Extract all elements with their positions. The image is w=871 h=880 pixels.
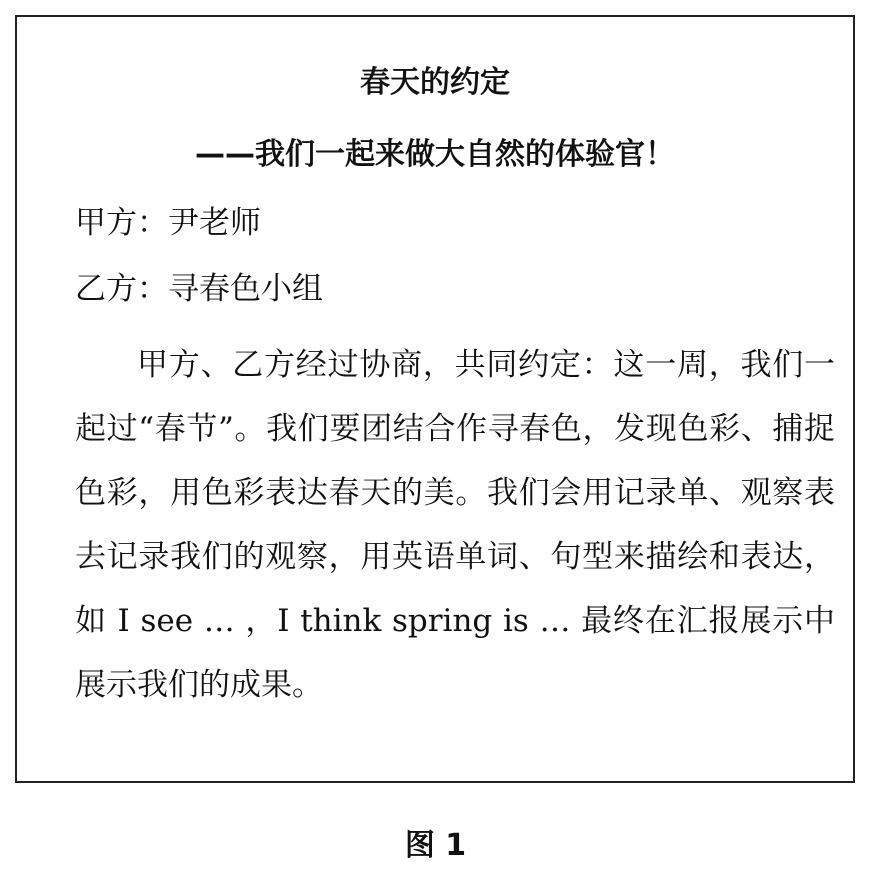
party-a: 甲方：尹老师 [75, 205, 261, 241]
agreement-body: 甲方、乙方经过协商，共同约定：这一周，我们一起过“春节”。我们要团结合作寻春色，发现色彩、捕捉色彩，用色彩表达春天的美。我们会用记录单、观察表去记录我们的观察，用英语单词、句型来描绘和表达，如 I see … ，I think spring is … 最终在汇报展示中展示我们的成果。 [75, 347, 835, 703]
agreement-subtitle: ——我们一起来做大自然的体验官！ [195, 137, 675, 172]
figure-caption: 图 1 [404, 828, 467, 863]
party-b: 乙方：寻春色小组 [75, 271, 323, 307]
agreement-title: 春天的约定 [360, 65, 510, 100]
agreement-box [15, 15, 855, 783]
